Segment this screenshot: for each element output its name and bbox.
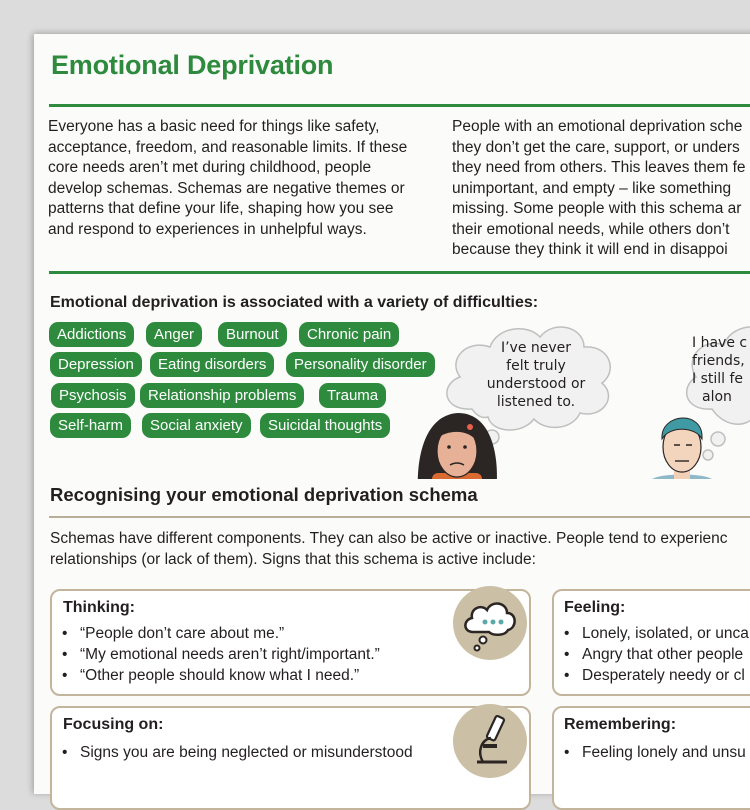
thought-cloud-icon [453, 586, 527, 660]
difficulty-tag: Eating disorders [150, 352, 274, 377]
list-item: • Lonely, isolated, or unca [564, 625, 749, 642]
list-item: • “My emotional needs aren’t right/important.” [62, 646, 380, 663]
intro-left-line: patterns that define your life, shaping how you see [48, 200, 394, 217]
difficulty-tag: Anger [146, 322, 202, 347]
focusing-title: Focusing on: [63, 716, 164, 733]
bubble-left-line: felt truly [506, 358, 566, 374]
bubble-right-line: friends, [692, 353, 745, 369]
list-item: • “Other people should know what I need.” [62, 667, 360, 684]
intro-left-line: core needs aren’t met during childhood, people [48, 159, 372, 176]
list-item: • Angry that other people [564, 646, 744, 663]
thinking-list [62, 623, 380, 686]
list-item: • Desperately needy or cl [564, 667, 745, 684]
bubble-left-line: listened to. [496, 394, 576, 410]
recognising-intro-line: relationships (or lack of them). Signs that this schema is active include: [50, 551, 536, 568]
intro-right-line: they need from others. This leaves them fe [452, 159, 746, 176]
bubble-right-line: I have c [692, 335, 748, 351]
intro-right-column [452, 117, 750, 261]
person-right-avatar [648, 418, 716, 479]
intro-right-line: missing. Some people with this schema ar [452, 200, 742, 217]
intro-left-line: Everyone has a basic need for things like safety, [48, 118, 380, 135]
bubble-right-text [692, 334, 750, 406]
recognising-intro [50, 528, 750, 570]
bubble-right-line: alon [702, 389, 732, 405]
bubble-left-text [476, 339, 596, 411]
list-item: • Signs you are being neglected or misunderstood [62, 744, 413, 761]
difficulty-tag: Psychosis [51, 383, 135, 408]
difficulty-tag: Burnout [218, 322, 287, 347]
microscope-icon [453, 704, 527, 778]
difficulty-tag: Depression [50, 352, 142, 377]
remembering-card [552, 706, 750, 810]
difficulty-tag: Social anxiety [142, 413, 251, 438]
recognising-divider [49, 516, 750, 518]
intro-right-line: People with an emotional deprivation sche [452, 118, 743, 135]
difficulty-tag: Self-harm [50, 413, 131, 438]
feeling-list [564, 623, 749, 686]
bubble-left-line: I’ve never [500, 340, 572, 356]
section-divider [49, 271, 750, 274]
intro-left-column [48, 117, 408, 240]
bubble-right-line: I still fe [692, 371, 744, 387]
difficulty-tag: Relationship problems [140, 383, 304, 408]
worksheet-page [34, 34, 750, 794]
recognising-heading: Recognising your emotional deprivation schema [50, 484, 478, 505]
difficulty-tag: Chronic pain [299, 322, 399, 347]
title-divider [49, 104, 750, 107]
difficulties-heading: Emotional deprivation is associated with a variety of difficulties: [50, 294, 539, 311]
intro-right-line: unimportant, and empty – like something [452, 179, 732, 197]
focusing-list [62, 742, 413, 763]
difficulty-tag: Trauma [319, 383, 386, 408]
thinking-title: Thinking: [63, 599, 135, 616]
intro-left-line: acceptance, freedom, and reasonable limits. If these [48, 138, 408, 156]
list-item: • “People don’t care about me.” [62, 625, 285, 642]
intro-left-line: and respond to experiences in unhelpful ways. [48, 220, 367, 238]
feeling-card [552, 589, 750, 696]
remembering-list [564, 742, 746, 763]
difficulty-tag: Personality disorder [286, 352, 435, 377]
recognising-intro-line: Schemas have different components. They can also be active or inactive. People tend to experienc [50, 530, 728, 547]
list-item: • Feeling lonely and unsu [564, 744, 746, 761]
intro-left-line: develop schemas. Schemas are negative themes or [48, 179, 405, 197]
bubble-left-line: understood or [486, 376, 586, 392]
page-title: Emotional Deprivation [51, 50, 334, 80]
intro-right-line: because they think it will end in disappoi [452, 241, 728, 258]
remembering-title: Remembering: [564, 716, 677, 733]
difficulty-tag: Addictions [49, 322, 134, 347]
person-left-avatar [418, 413, 497, 479]
difficulty-tag: Suicidal thoughts [260, 413, 390, 438]
feeling-title: Feeling: [564, 599, 626, 616]
intro-right-line: their emotional needs, while others don’t [452, 220, 730, 238]
intro-right-line: they don’t get the care, support, or unders [452, 138, 740, 156]
